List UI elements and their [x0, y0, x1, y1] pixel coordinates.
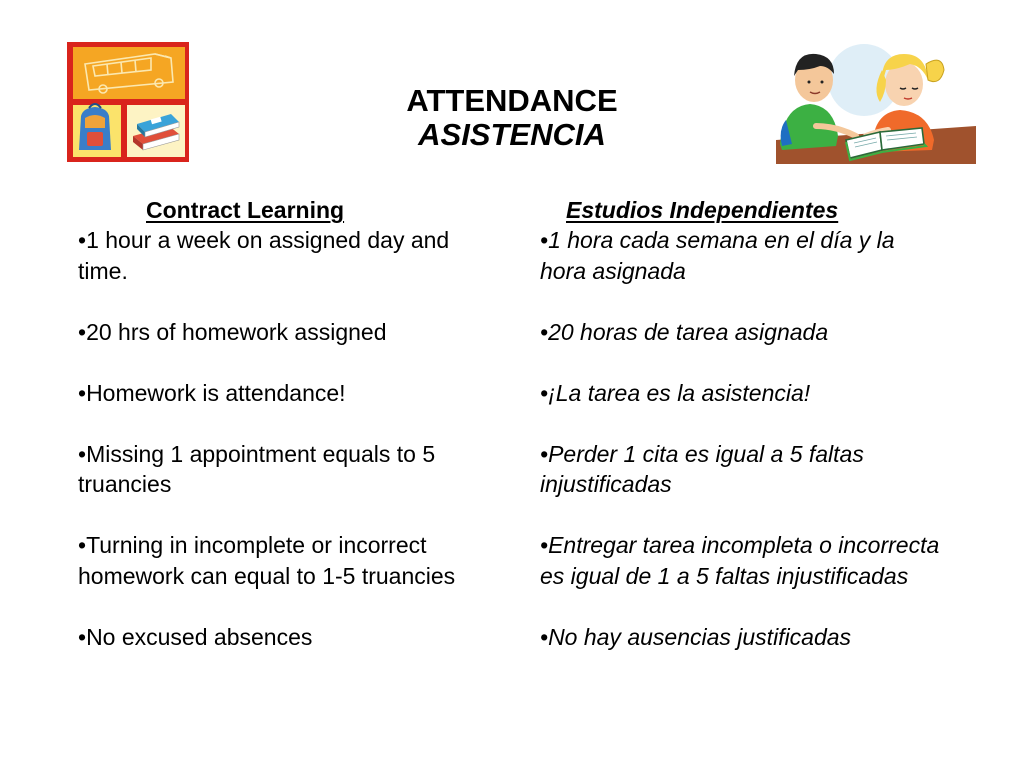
english-bullet-text: Turning in incomplete or incorrect homework can equal to 1-5 truancies [78, 532, 456, 589]
spanish-bullet-list [540, 225, 940, 652]
english-bullet-text: Homework is attendance! [86, 379, 346, 406]
title-spanish: ASISTENCIA [418, 117, 606, 152]
bullet-icon [540, 532, 548, 558]
spanish-column-heading: Estudios Independientes [566, 197, 839, 223]
english-bullet-item [78, 317, 458, 348]
english-bullet-text: Missing 1 appointment equals to 5 truancies [78, 440, 436, 497]
bullet-icon [78, 532, 86, 558]
english-column-heading: Contract Learning [146, 197, 345, 223]
school-bus-clipart-icon [67, 42, 189, 162]
spanish-bullet-text: Entregar tarea incompleta o incorrecta es igual de 1 a 5 faltas injustificadas [540, 532, 940, 589]
english-bullet-item [78, 225, 458, 286]
bullet-icon [78, 441, 86, 467]
children-reading-clipart-icon [776, 40, 976, 164]
bullet-icon [540, 227, 548, 253]
spanish-bullet-text: ¡La tarea es la asistencia! [548, 379, 811, 406]
bullet-icon [540, 441, 548, 467]
slide-title [312, 84, 712, 152]
spanish-bullet-item [540, 378, 940, 409]
english-bullet-item [78, 378, 458, 409]
english-bullet-text: No excused absences [86, 623, 313, 650]
spanish-bullet-item [540, 439, 940, 500]
english-bullet-item [78, 530, 458, 591]
english-column [78, 195, 458, 652]
bullet-icon [540, 319, 548, 345]
english-bullet-item [78, 439, 458, 500]
spanish-bullet-item [540, 225, 940, 286]
title-english: ATTENDANCE [406, 83, 618, 118]
spanish-bullet-text: Perder 1 cita es igual a 5 faltas injustificadas [540, 440, 864, 497]
english-bullet-item [78, 622, 458, 653]
spanish-bullet-item [540, 317, 940, 348]
bullet-icon [78, 380, 86, 406]
english-bullet-list [78, 225, 458, 652]
spanish-column [540, 195, 940, 652]
english-bullet-text: 1 hour a week on assigned day and time. [78, 227, 450, 284]
spanish-bullet-item [540, 622, 940, 653]
bullet-icon [78, 624, 86, 650]
spanish-bullet-text: No hay ausencias justificadas [548, 623, 852, 650]
spanish-bullet-text: 1 hora cada semana en el día y la hora asignada [540, 227, 895, 284]
spanish-bullet-item [540, 530, 940, 591]
bullet-icon [78, 319, 86, 345]
bullet-icon [540, 624, 548, 650]
english-bullet-text: 20 hrs of homework assigned [86, 318, 387, 345]
bullet-icon [540, 380, 548, 406]
bullet-icon [78, 227, 86, 253]
spanish-bullet-text: 20 horas de tarea asignada [548, 318, 829, 345]
